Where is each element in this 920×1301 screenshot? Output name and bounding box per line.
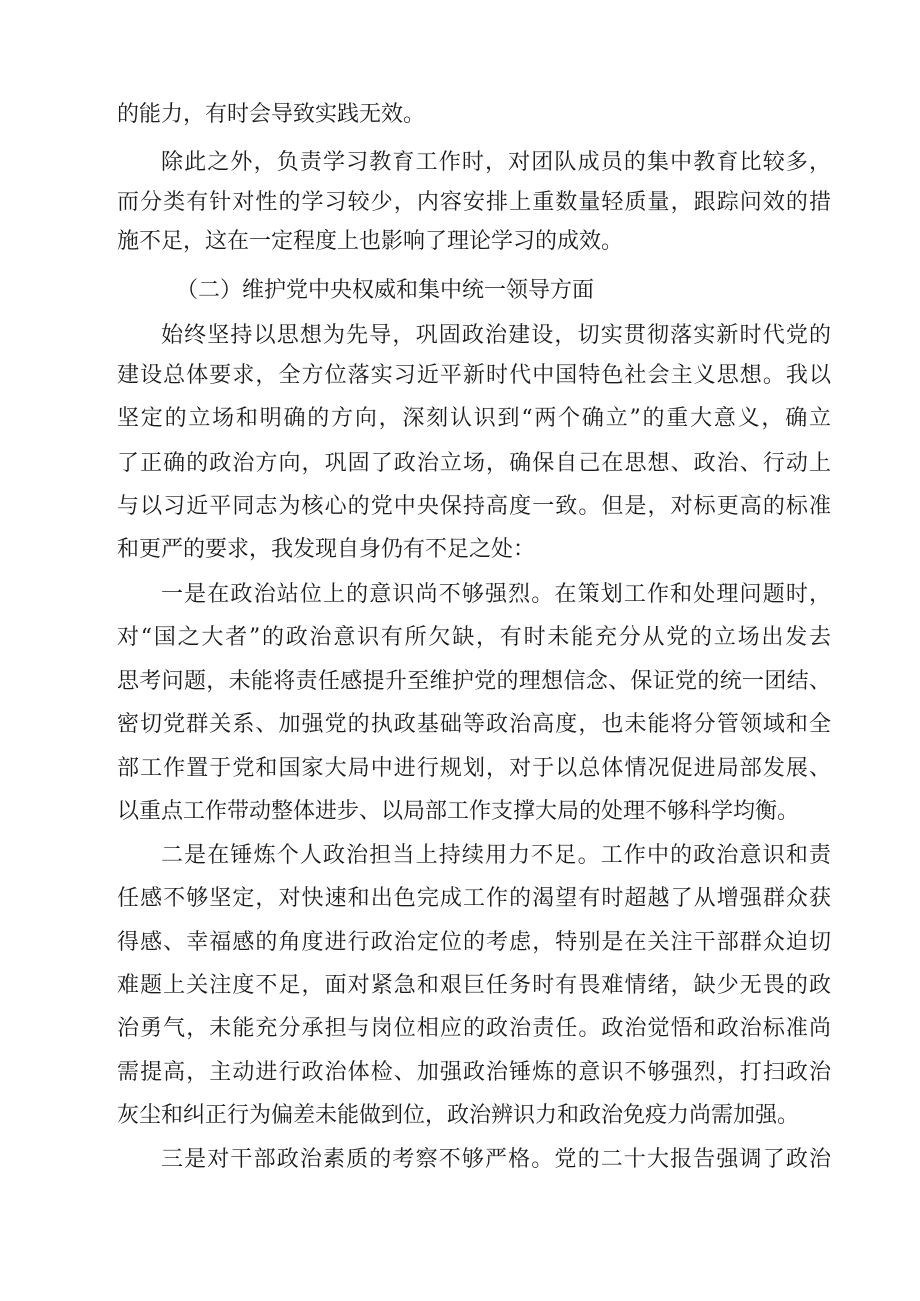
- text-line: 需提高，主动进行政治体检、加强政治锤炼的意识不够强烈，打扫政治: [117, 1060, 831, 1085]
- text-line: 建设总体要求，全方位落实习近平新时代中国特色社会主义思想。我以: [117, 363, 831, 388]
- paragraph-first-line: 始终坚持以思想为先导，巩固政治建设，切实贯彻落实新时代党的: [161, 323, 831, 348]
- text-line: 思考问题，未能将责任感提升至维护党的理想信念、保证党的统一团结、: [117, 669, 831, 694]
- paragraph-first-line: 一是在政治站位上的意识尚不够强烈。在策划工作和处理问题时，: [161, 582, 831, 607]
- paragraph-first-line: 三是对干部政治素质的考察不够严格。党的二十大报告强调了政治: [161, 1147, 831, 1172]
- text-line: 密切党群关系、加强党的执政基础等政治高度，也未能将分管领域和全: [117, 712, 831, 737]
- text-line: 坚定的立场和明确的方向，深刻认识到“两个确立”的重大意义，确立: [117, 406, 831, 431]
- paragraph-first-line: 除此之外，负责学习教育工作时，对团队成员的集中教育比较多，: [161, 150, 831, 175]
- text-line: 以重点工作带动整体进步、以局部工作支撑大局的处理不够科学均衡。: [117, 799, 800, 824]
- text-line: 得感、幸福感的角度进行政治定位的考虑，特别是在关注干部群众迫切: [117, 930, 831, 955]
- text-line: 部工作置于党和国家大局中进行规划，对于以总体情况促进局部发展、: [117, 756, 831, 781]
- text-line: 了正确的政治方向，巩固了政治立场，确保自己在思想、政治、行动上: [117, 451, 831, 476]
- text-line: 的能力，有时会导致实践无效。: [117, 102, 426, 127]
- section-heading: （二）维护党中央权威和集中统一领导方面: [176, 278, 595, 303]
- text-line: 任感不够坚定，对快速和出色完成工作的渴望有时超越了从增强群众获: [117, 886, 831, 911]
- text-line: 施不足，这在一定程度上也影响了理论学习的成效。: [117, 229, 624, 254]
- text-line: 与以习近平同志为核心的党中央保持高度一致。但是，对标更高的标准: [117, 494, 831, 519]
- text-line: 难题上关注度不足，面对紧急和艰巨任务时有畏难情绪，缺少无畏的政: [117, 973, 831, 998]
- text-line: 灰尘和纠正行为偏差未能做到位，政治辨识力和政治免疫力尚需加强。: [117, 1103, 800, 1128]
- paragraph-first-line: 二是在锤炼个人政治担当上持续用力不足。工作中的政治意识和责: [161, 843, 831, 868]
- text-line: 治勇气，未能充分承担与岗位相应的政治责任。政治觉悟和政治标准尚: [117, 1016, 831, 1041]
- text-line: 和更严的要求，我发现自身仍有不足之处：: [117, 537, 536, 562]
- text-line: 而分类有针对性的学习较少，内容安排上重数量轻质量，跟踪问效的措: [117, 190, 831, 215]
- text-line: 对“国之大者”的政治意识有所欠缺，有时未能充分从党的立场出发去: [117, 625, 831, 650]
